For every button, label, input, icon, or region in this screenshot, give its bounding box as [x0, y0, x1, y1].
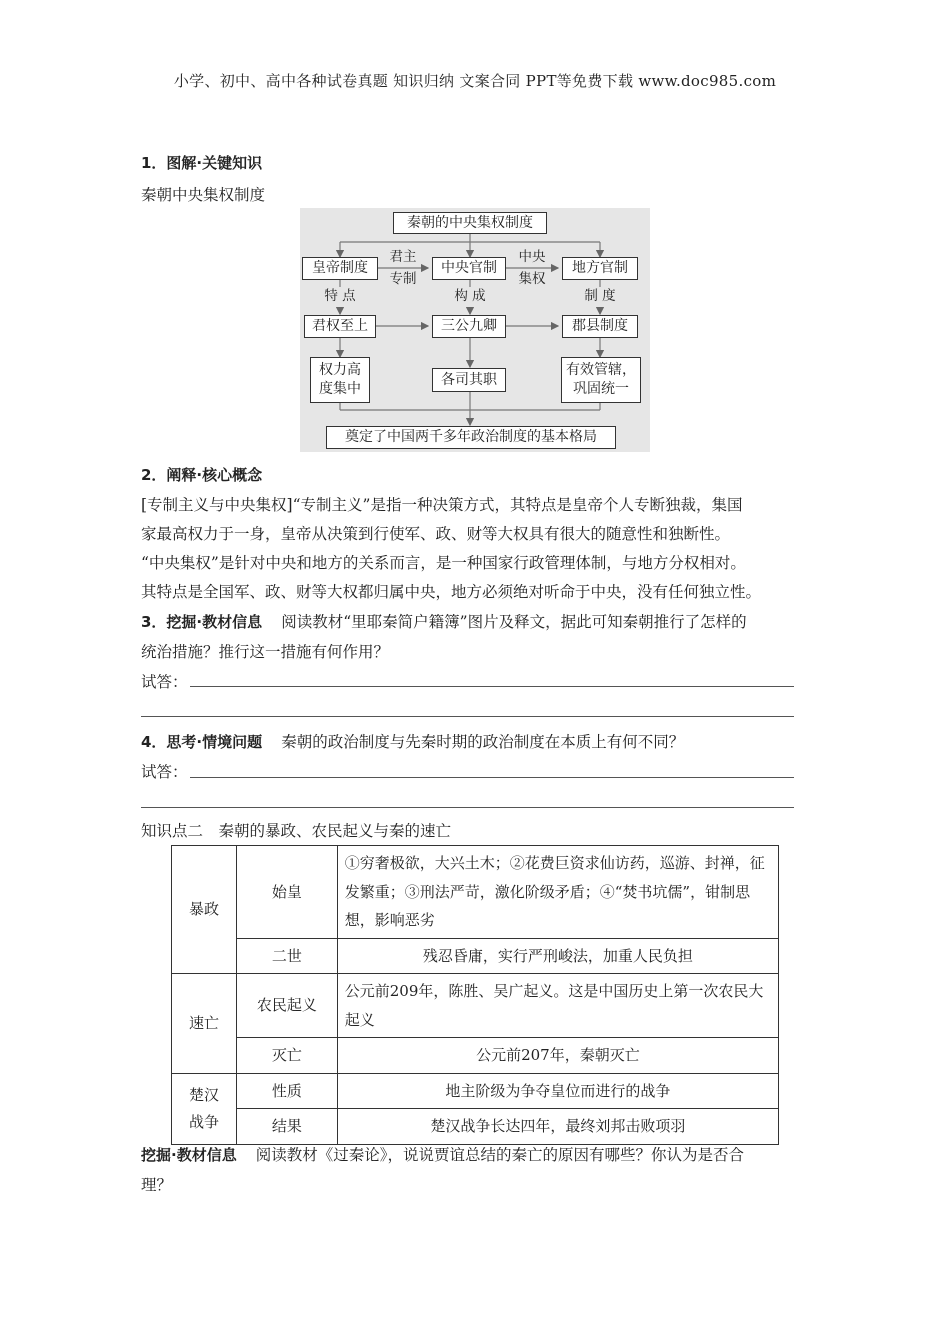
table-row [172, 846, 779, 939]
answer-line-4b[interactable] [141, 807, 794, 808]
section3-text-1: 阅读教材“里耶秦简户籍簿”图片及释文，据此可知秦朝推行了怎样的 [281, 613, 747, 631]
shihuang-text-cell: ①穷奢极欲，大兴土木；②花费巨资求仙访药，巡游、封禅，征发繁重；③刑法严苛，激化阶级矛盾；④“焚书坑儒”，钳制思想，影响恶劣 [337, 846, 778, 939]
section4-row [141, 730, 684, 752]
uprising-cell: 农民起义 [236, 974, 337, 1038]
monarch-supreme-box: 君权至上 [304, 315, 376, 338]
uprising-text-cell: 公元前209年，陈胜、吴广起义。这是中国历史上第一次农民大起义 [337, 974, 778, 1038]
monarch-label-2: 专制 [389, 271, 417, 287]
ershi-text-cell: 残忍昏庸，实行严刑峻法，加重人民负担 [337, 938, 778, 974]
demise-text-cell: 公元前207年，秦朝灭亡 [337, 1038, 778, 1074]
section4-heading: 4．思考·情境问题 [141, 733, 263, 751]
section5-text-2: 理？ [141, 1176, 173, 1194]
effective-line-2: 巩固统一 [573, 381, 629, 397]
table-row [172, 1038, 779, 1074]
shihuang-cell: 始皇 [236, 846, 337, 939]
diagram-title-box: 秦朝的中央集权制度 [393, 212, 547, 234]
duties-box: 各司其职 [432, 368, 506, 392]
result-text-cell: 楚汉战争长达四年，最终刘邦击败项羽 [337, 1109, 778, 1145]
answer-label-3: 试答： [141, 673, 188, 691]
concept-line-4: 其特点是全国军、政、财等大权都归属中央，地方必须绝对听命于中央，没有任何独立性。 [141, 583, 762, 601]
feature-label: 特 点 [308, 287, 372, 307]
table-row [172, 1109, 779, 1145]
monarch-label-1: 君主 [389, 249, 417, 265]
table-row [172, 974, 779, 1038]
concept-line-2: 家最高权力于一身，皇帝从决策到行使军、政、财等大权具有很大的随意性和独断性。 [141, 525, 731, 543]
effective-control-box [561, 357, 641, 403]
centralization-diagram [300, 208, 650, 452]
section1-heading: 1．图解·关键知识 [141, 154, 263, 172]
three-nine-box: 三公九卿 [432, 315, 506, 338]
section2-heading: 2．阐释·核心概念 [141, 466, 263, 484]
nature-cell: 性质 [236, 1073, 337, 1109]
answer-line-3b[interactable] [141, 716, 794, 717]
system-label: 制 度 [568, 287, 632, 307]
central-official-box: 中央官制 [432, 257, 506, 280]
page-header: 小学、初中、高中各种试卷真题 知识归纳 文案合同 PPT等免费下载 www.doc985.com [173, 72, 777, 90]
county-system-box: 郡县制度 [562, 315, 638, 338]
chuhan-cell [172, 1073, 237, 1144]
power-line-1: 权力高 [319, 362, 361, 379]
section3-row [141, 610, 747, 632]
qin-fall-table [171, 845, 779, 1145]
chuhan-line-2: 战争 [188, 1112, 219, 1131]
section5-text-1: 阅读教材《过秦论》，说说贾谊总结的秦亡的原因有哪些？你认为是否合 [255, 1146, 745, 1164]
diagram-subtitle: 秦朝中央集权制度 [141, 186, 266, 204]
power-line-2: 度集中 [319, 381, 361, 397]
rapid-fall-cell: 速亡 [172, 974, 237, 1074]
answer-label-4: 试答： [141, 763, 188, 781]
local-official-box: 地方官制 [562, 257, 638, 280]
table-row [172, 938, 779, 974]
demise-cell: 灭亡 [236, 1038, 337, 1074]
section3-heading: 3．挖掘·教材信息 [141, 613, 263, 631]
concept-line-1: [专制主义与中央集权]“专制主义”是指一种决策方式，其特点是皇帝个人专断独裁，集国 [141, 496, 743, 514]
central-label-1: 中央 [518, 249, 546, 265]
power-concentration-box [310, 357, 370, 403]
concept-line-3: “中央集权”是针对中央和地方的关系而言，是一种国家行政管理体制，与地方分权相对。 [141, 554, 746, 572]
table-row [172, 1073, 779, 1109]
chuhan-line-1: 楚汉 [188, 1085, 219, 1104]
section5-row [141, 1143, 744, 1165]
ershi-cell: 二世 [236, 938, 337, 974]
answer-line-3a[interactable] [190, 686, 794, 687]
nature-text-cell: 地主阶级为争夺皇位而进行的战争 [337, 1073, 778, 1109]
effective-line-1: 有效管辖， [566, 362, 636, 379]
central-label-2: 集权 [518, 271, 546, 287]
section3-text-2: 统治措施？推行这一措施有何作用？ [141, 643, 390, 661]
structure-label: 构 成 [438, 287, 502, 307]
result-cell: 结果 [236, 1109, 337, 1145]
section5-heading: 挖掘·教材信息 [141, 1146, 237, 1164]
knowledge-point-title: 知识点二 秦朝的暴政、农民起义与秦的速亡 [141, 822, 452, 840]
tyranny-cell: 暴政 [172, 846, 237, 974]
section4-text: 秦朝的政治制度与先秦时期的政治制度在本质上有何不同？ [281, 733, 685, 751]
emperor-system-box: 皇帝制度 [302, 257, 378, 280]
answer-line-4a[interactable] [190, 777, 794, 778]
bottom-conclusion-box: 奠定了中国两千多年政治制度的基本格局 [326, 426, 616, 449]
